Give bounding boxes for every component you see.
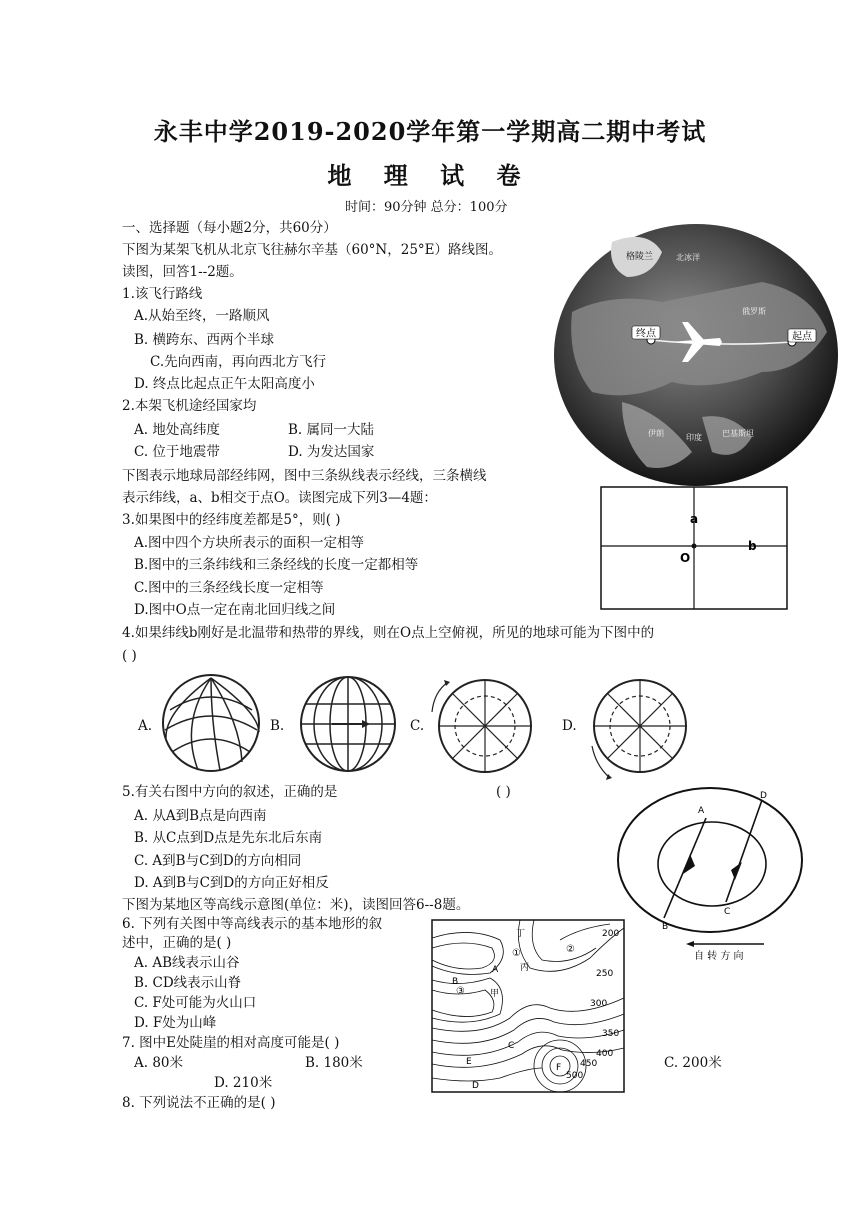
place-india: 印度 xyxy=(686,433,702,442)
exam-title: 永丰中学2019-2020学年第一学期高二期中考试 xyxy=(153,117,707,146)
q5-option-d: D. A到B与C到D的方向正好相反 xyxy=(134,875,329,891)
q1-option-c: C.先向西南，再向西北方飞行 xyxy=(150,354,327,370)
q4-label-d: D. xyxy=(562,718,577,734)
q7-option-d: D. 210米 xyxy=(214,1075,273,1091)
q7-option-b: B. 180米 xyxy=(305,1055,363,1071)
place-greenland: 格陵兰 xyxy=(626,252,654,262)
q5-paren: ( ) xyxy=(496,784,511,800)
q5-option-a: A. 从A到B点是向西南 xyxy=(134,808,267,824)
time-info: 时间：90分钟 总分：100分 xyxy=(345,200,508,215)
q4-stem: 4.如果纬线b刚好是北温带和热带的界线，则在O点上空俯视，所见的地球可能为下图中的 xyxy=(122,625,655,641)
q8-stem: 8. 下列说法不正确的是( ) xyxy=(122,1095,276,1111)
q4-label-b: B. xyxy=(270,718,285,734)
place-russia: 俄罗斯 xyxy=(742,307,766,316)
q4-globe-c xyxy=(430,672,540,780)
intro-3: 下图为某地区等高线示意图(单位：米)，读图回答6--8题。 xyxy=(122,897,470,913)
intro-1-line-2: 读图，回答1--2题。 xyxy=(122,264,243,280)
q7-option-a: A. 80米 xyxy=(134,1055,184,1071)
q1-option-a: A.从始至终，一路顺风 xyxy=(134,308,270,324)
globe-flight-map xyxy=(552,222,840,488)
intro-2-line-2: 表示纬线，a、b相交于点O。读图完成下列3—4题： xyxy=(122,490,437,506)
contour-val-200: 200 xyxy=(602,929,620,939)
q1-option-d: D. 终点比起点正午太阳高度小 xyxy=(134,376,315,392)
rot-label-a: A xyxy=(698,806,705,816)
q3-option-c: C.图中的三条经线长度一定相等 xyxy=(134,580,324,596)
subject-title: 地 理 试 卷 xyxy=(327,161,533,190)
place-arctic: 北冰洋 xyxy=(676,253,700,262)
q4-label-c: C. xyxy=(410,718,425,734)
q4-globe-a xyxy=(160,672,262,774)
grid-label-a: a xyxy=(690,512,699,526)
q6-option-c: C. F处可能为火山口 xyxy=(134,995,257,1011)
q2-option-d: D. 为发达国家 xyxy=(288,444,375,460)
q6-option-a: A. AB线表示山谷 xyxy=(134,955,240,971)
q2-stem: 2.本架飞机途经国家均 xyxy=(122,398,257,414)
q7-stem: 7. 图中E处陡崖的相对高度可能是( ) xyxy=(122,1035,340,1051)
contour-point-e: E xyxy=(466,1057,472,1067)
contour-map xyxy=(430,918,626,1110)
rotation-caption: 自 转 方 向 xyxy=(694,951,744,962)
contour-point-b: B xyxy=(452,977,459,987)
place-pakistan: 巴基斯坦 xyxy=(722,429,754,438)
contour-point-d: D xyxy=(472,1081,479,1091)
contour-region-1: ① xyxy=(512,948,521,959)
contour-point-a: A xyxy=(492,965,499,975)
q6-stem-line-1: 6. 下列有关图中等高线表示的基本地形的叙 xyxy=(122,916,383,932)
q4-label-a: A. xyxy=(138,718,153,734)
rotation-direction-diagram xyxy=(614,784,810,964)
latlong-grid-diagram xyxy=(600,486,790,612)
contour-region-2: ② xyxy=(566,944,575,955)
q3-option-b: B.图中的三条纬线和三条经线的长度一定都相等 xyxy=(134,557,419,573)
contour-point-f: F xyxy=(556,1063,562,1073)
contour-point-bing: 丙 xyxy=(520,963,530,973)
contour-point-ding: 丁 xyxy=(516,929,526,939)
q3-option-a: A.图中四个方块所表示的面积一定相等 xyxy=(134,535,365,551)
grid-label-b: b xyxy=(748,539,757,553)
contour-val-250: 250 xyxy=(596,969,614,979)
q5-option-b: B. 从C点到D点是先东北后东南 xyxy=(134,830,323,846)
q1-stem: 1.该飞行路线 xyxy=(122,286,203,302)
contour-point-c: C xyxy=(508,1041,515,1051)
intro-2-line-1: 下图表示地球局部经纬网，图中三条纵线表示经线，三条横线 xyxy=(122,468,487,484)
contour-val-300: 300 xyxy=(590,999,608,1009)
start-label: 起点 xyxy=(792,331,812,343)
rot-label-b: B xyxy=(662,922,669,932)
q3-stem: 3.如果图中的经纬度差都是5°，则( ) xyxy=(122,512,341,528)
q4-paren: ( ) xyxy=(122,648,137,664)
intro-1-line-1: 下图为某架飞机从北京飞往赫尔辛基（60°N，25°E）路线图。 xyxy=(122,242,503,258)
contour-val-400: 400 xyxy=(596,1049,614,1059)
section-heading: 一、选择题（每小题2分，共60分） xyxy=(122,220,337,236)
contour-val-500: 500 xyxy=(566,1071,584,1081)
rot-label-d: D xyxy=(760,791,767,801)
q6-stem-line-2: 述中，正确的是( ) xyxy=(122,935,232,951)
q6-option-b: B. CD线表示山脊 xyxy=(134,975,242,991)
q2-option-c: C. 位于地震带 xyxy=(134,444,220,460)
contour-val-450: 450 xyxy=(580,1059,598,1069)
q5-option-c: C. A到B与C到D的方向相同 xyxy=(134,853,302,869)
q4-globe-b xyxy=(298,674,400,774)
rot-label-c: C xyxy=(724,907,731,917)
q5-stem: 5.有关右图中方向的叙述，正确的是 xyxy=(122,784,338,800)
end-label: 终点 xyxy=(636,328,656,340)
q2-option-b: B. 属同一大陆 xyxy=(288,422,375,438)
q7-option-c: C. 200米 xyxy=(664,1055,722,1071)
contour-region-3: ③ xyxy=(456,986,465,997)
place-iran: 伊朗 xyxy=(648,429,664,438)
q3-option-d: D.图中O点一定在南北回归线之间 xyxy=(134,602,336,618)
contour-point-jia: 甲 xyxy=(490,989,500,999)
q2-option-a: A. 地处高纬度 xyxy=(134,422,220,438)
q1-option-b: B. 横跨东、西两个半球 xyxy=(134,332,275,348)
contour-val-350: 350 xyxy=(602,1029,620,1039)
grid-label-o: O xyxy=(680,551,691,565)
q6-option-d: D. F处为山峰 xyxy=(134,1015,217,1031)
q4-globe-d xyxy=(588,674,696,784)
